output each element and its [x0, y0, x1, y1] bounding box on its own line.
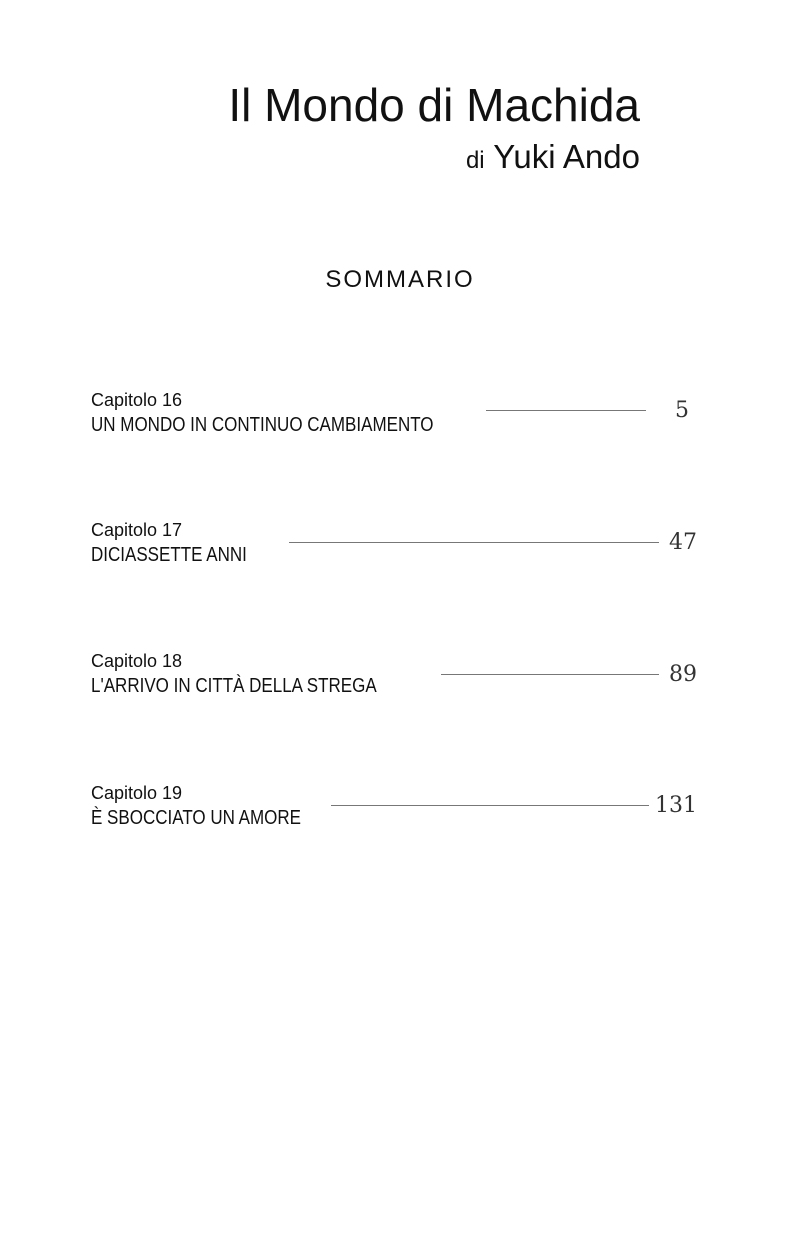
- chapter-number: Capitolo 16: [91, 390, 183, 410]
- chapter-number: Capitolo 17: [91, 520, 183, 540]
- leader-line: [331, 805, 649, 806]
- author-line: [466, 138, 640, 176]
- leader-line: [289, 542, 659, 543]
- chapter-title: UN MONDO IN CONTINUO CAMBIAMENTO: [91, 414, 434, 436]
- author-prefix: di: [465, 147, 485, 174]
- chapter-number: Capitolo 18: [91, 651, 183, 671]
- leader-line: [441, 674, 659, 675]
- page-number: 47: [669, 530, 697, 555]
- book-title: Il Mondo di Machida: [228, 79, 640, 131]
- author-name: Yuki Ando: [493, 138, 640, 175]
- page-number: 5: [675, 398, 689, 423]
- chapter-number: Capitolo 19: [91, 783, 183, 803]
- toc-entry[interactable]: [91, 651, 701, 711]
- leader-line: [486, 410, 646, 411]
- chapter-title: L'ARRIVO IN CITTÀ DELLA STREGA: [91, 675, 377, 697]
- page-number: 131: [655, 793, 697, 818]
- toc-entry[interactable]: [91, 520, 701, 580]
- toc-entry[interactable]: [91, 390, 701, 450]
- page-number: 89: [669, 662, 697, 687]
- toc-entry[interactable]: [91, 783, 701, 843]
- chapter-title: È SBOCCIATO UN AMORE: [91, 807, 302, 829]
- toc-heading: SOMMARIO: [325, 266, 475, 293]
- chapter-title: DICIASSETTE ANNI: [91, 544, 247, 566]
